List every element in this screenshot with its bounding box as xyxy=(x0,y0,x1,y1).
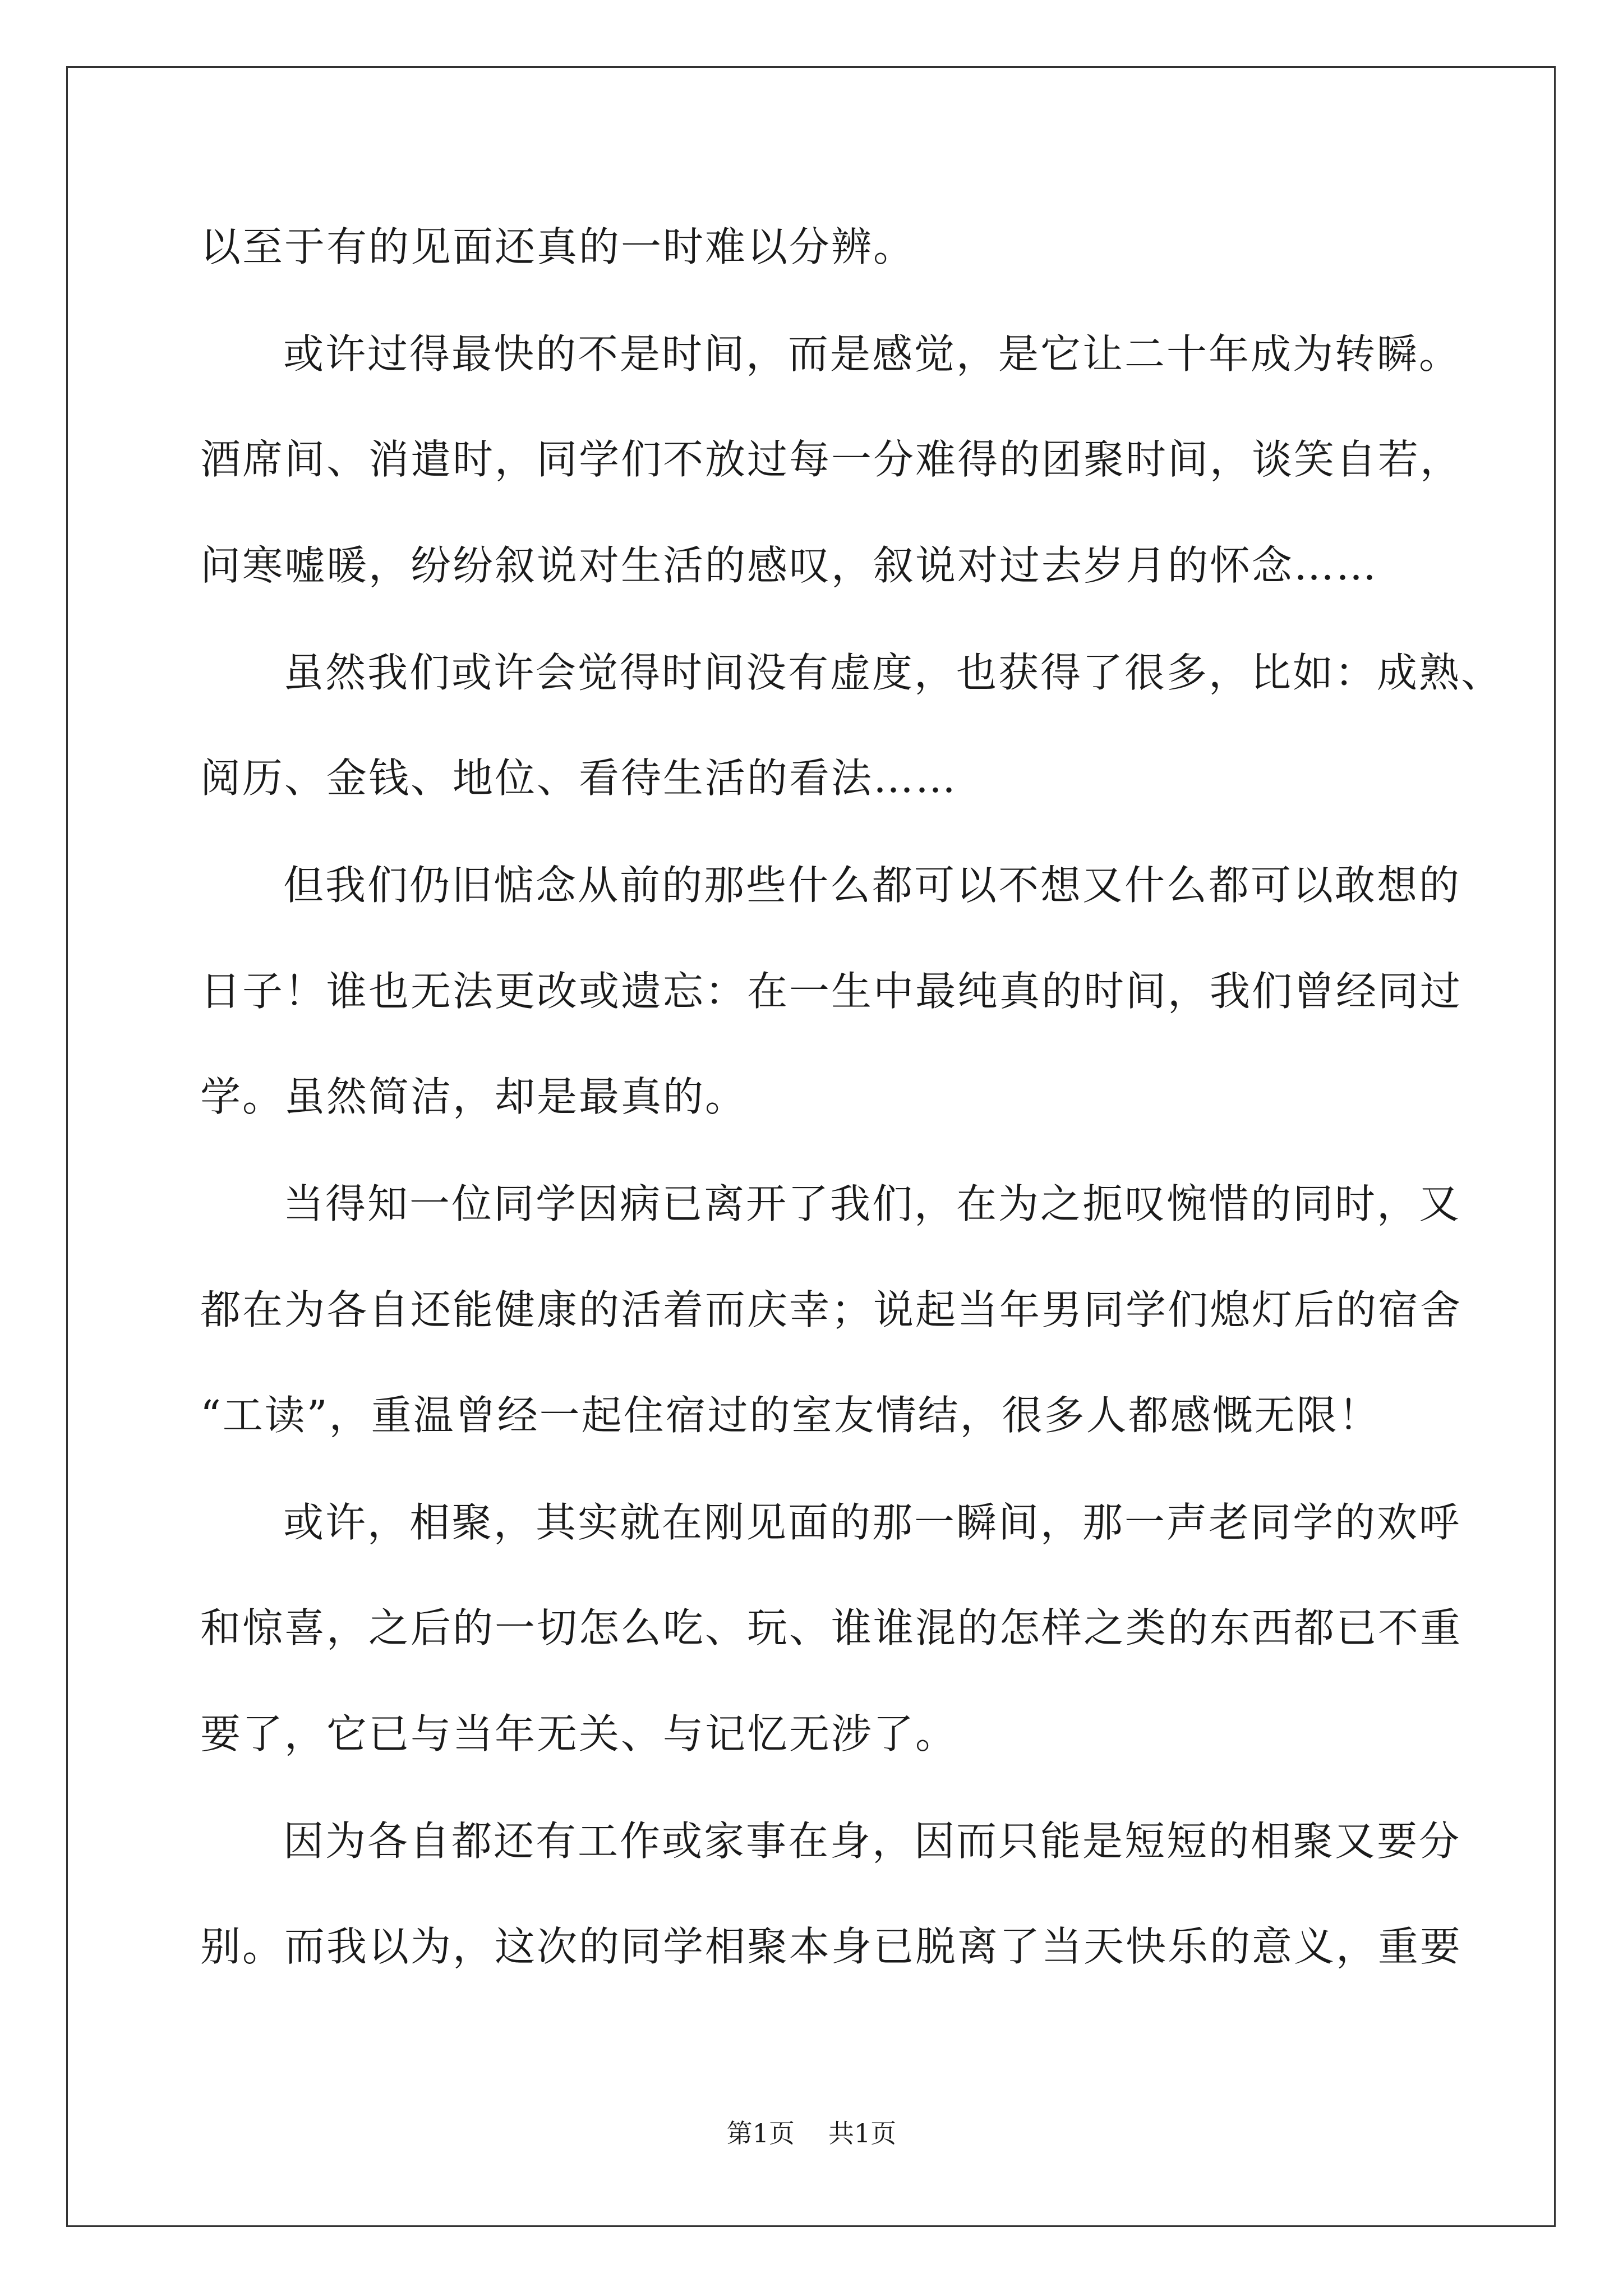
text-line: 和惊喜，之后的一切怎么吃、玩、谁谁混的怎样之类的东西都已不重 xyxy=(200,1604,1463,1651)
text-line: 别。而我以为，这次的同学相聚本身已脱离了当天快乐的意义，重要 xyxy=(200,1923,1463,1970)
page-footer xyxy=(0,2120,1623,2146)
text-line: 但我们仍旧惦念从前的那些什么都可以不想又什么都可以敢想的 xyxy=(283,862,1461,909)
text-line: 问寒嘘暖，纷纷叙说对生活的感叹，叙说对过去岁月的怀念…… xyxy=(200,542,1378,589)
text-line: 要了，它已与当年无关、与记忆无涉了。 xyxy=(200,1710,958,1757)
text-line: 当得知一位同学因病已离开了我们，在为之扼叹惋惜的同时，又 xyxy=(283,1180,1461,1227)
page-border xyxy=(66,66,1556,2227)
text-line: 或许，相聚，其实就在刚见面的那一瞬间，那一声老同学的欢呼 xyxy=(283,1499,1461,1546)
text-line: 或许过得最快的不是时间，而是感觉，是它让二十年成为转瞬。 xyxy=(283,330,1461,378)
text-line: 日子！谁也无法更改或遗忘：在一生中最纯真的时间，我们曾经同过 xyxy=(200,968,1463,1015)
text-line: 都在为各自还能健康的活着而庆幸；说起当年男同学们熄灯后的宿舍 xyxy=(200,1286,1463,1333)
text-line: “工读”，重温曾经一起住宿过的室友情结，很多人都感慨无限！ xyxy=(200,1392,1381,1439)
text-line: 学。虽然简洁，却是最真的。 xyxy=(200,1073,748,1120)
page-total: 共1页 xyxy=(828,2118,897,2148)
text-line: 阅历、金钱、地位、看待生活的看法…… xyxy=(200,754,958,802)
text-line: 因为各自都还有工作或家事在身，因而只能是短短的相聚又要分 xyxy=(283,1818,1461,1865)
page-number: 第1页 xyxy=(726,2118,795,2148)
text-line: 虽然我们或许会觉得时间没有虚度，也获得了很多，比如：成熟、 xyxy=(283,649,1504,696)
text-line: 酒席间、消遣时，同学们不放过每一分难得的团聚时间，谈笑自若， xyxy=(200,436,1463,483)
text-line: 以至于有的见面还真的一时难以分辨。 xyxy=(200,223,916,270)
